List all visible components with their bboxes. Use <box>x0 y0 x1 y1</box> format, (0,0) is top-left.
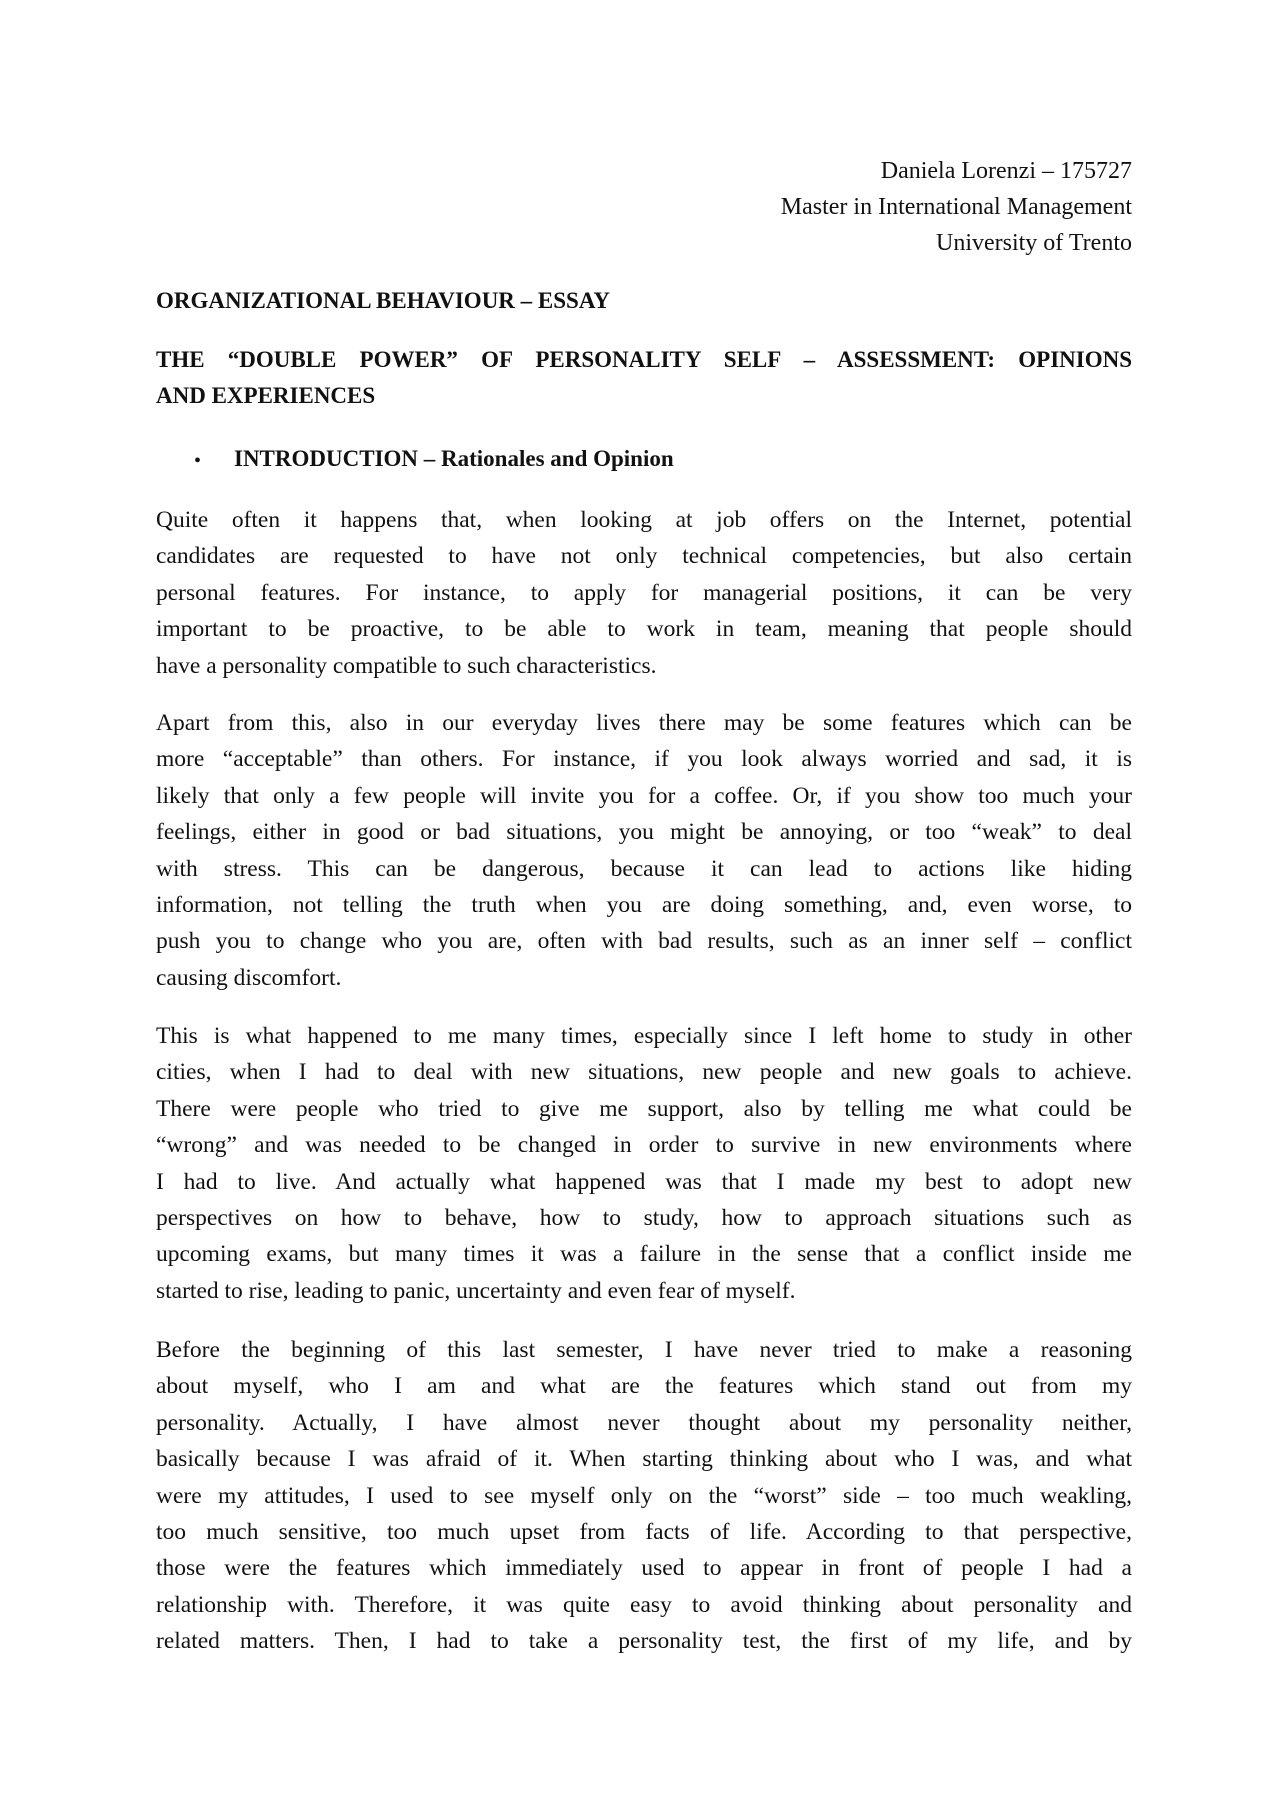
paragraph-line: personal features. For instance, to apply for managerial positions, it can be very <box>156 579 1132 606</box>
paragraph-line: This is what happened to me many times, especially since I left home to study in other <box>156 1023 1132 1049</box>
paragraph-line: those were the features which immediately used to appear in front of people I had a <box>156 1555 1132 1582</box>
paragraph-2 <box>156 705 1132 996</box>
university-line: University of Trento <box>935 230 1132 256</box>
paragraph-line: candidates are requested to have not only technical competencies, but also certain <box>156 543 1132 570</box>
paragraph-line: basically because I was afraid of it. When starting thinking about who I was, and what <box>156 1446 1132 1473</box>
paragraph-1 <box>156 502 1132 684</box>
paragraph-line: Quite often it happens that, when looking at job offers on the Internet, potential <box>156 507 1132 533</box>
paragraph-line: have a personality compatible to such characteristics. <box>156 652 657 679</box>
paragraph-line: important to be proactive, to be able to work in team, meaning that people should <box>156 616 1132 643</box>
paragraph-line: were my attitudes, I used to see myself only on the “worst” side – too much weakling, <box>156 1482 1132 1509</box>
paragraph-line: with stress. This can be dangerous, because it can lead to actions like hiding <box>156 855 1132 882</box>
paragraph-line: related matters. Then, I had to take a personality test, the first of my life, and by <box>156 1628 1132 1655</box>
course-heading: ORGANIZATIONAL BEHAVIOUR – ESSAY <box>156 288 610 313</box>
paragraph-line: upcoming exams, but many times it was a failure in the sense that a conflict inside me <box>156 1241 1132 1268</box>
paragraph-line: relationship with. Therefore, it was quite easy to avoid thinking about personality and <box>156 1591 1132 1618</box>
section-heading: INTRODUCTION – Rationales and Opinion <box>234 446 674 471</box>
paragraph-line: push you to change who you are, often with bad results, such as an inner self – conflict <box>156 928 1132 955</box>
paragraph-line: cities, when I had to deal with new situations, new people and new goals to achieve. <box>156 1059 1132 1086</box>
paragraph-line: perspectives on how to behave, how to study, how to approach situations such as <box>156 1204 1132 1231</box>
paragraph-line: personality. Actually, I have almost never thought about my personality neither, <box>156 1409 1132 1436</box>
paragraph-4 <box>156 1332 1132 1660</box>
paragraph-line: I had to live. And actually what happened was that I made my best to adopt new <box>156 1168 1132 1195</box>
paragraph-line: too much sensitive, too much upset from facts of life. According to that perspective, <box>156 1518 1132 1545</box>
title-line: AND EXPERIENCES <box>156 383 376 409</box>
paragraph-line: started to rise, leading to panic, uncertainty and even fear of myself. <box>156 1277 796 1304</box>
program-line: Master in International Management <box>780 194 1132 220</box>
paragraph-line: Apart from this, also in our everyday lives there may be some features which can be <box>156 710 1132 736</box>
paragraph-line: feelings, either in good or bad situations, you might be annoying, or too “weak” to deal <box>156 819 1132 846</box>
bullet-icon: • <box>194 450 202 472</box>
paragraph-line: Before the beginning of this last semester, I have never tried to make a reasoning <box>156 1337 1132 1363</box>
paragraph-line: causing discomfort. <box>156 964 342 991</box>
paragraph-line: There were people who tried to give me support, also by telling me what could be <box>156 1095 1132 1122</box>
paragraph-line: “wrong” and was needed to be changed in order to survive in new environments where <box>156 1132 1132 1159</box>
paragraph-line: likely that only a few people will invite you for a coffee. Or, if you show too much your <box>156 782 1132 809</box>
paragraph-line: about myself, who I am and what are the features which stand out from my <box>156 1373 1132 1400</box>
author-line: Daniela Lorenzi – 175727 <box>880 158 1132 184</box>
paragraph-line: information, not telling the truth when you are doing something, and, even worse, to <box>156 891 1132 918</box>
paragraph-line: more “acceptable” than others. For instance, if you look always worried and sad, it is <box>156 746 1132 773</box>
paragraph-3 <box>156 1018 1132 1309</box>
title-line: THE “DOUBLE POWER” OF PERSONALITY SELF – ASSESSMENT: OPINIONS <box>156 347 1132 372</box>
essay-title <box>156 342 1132 415</box>
